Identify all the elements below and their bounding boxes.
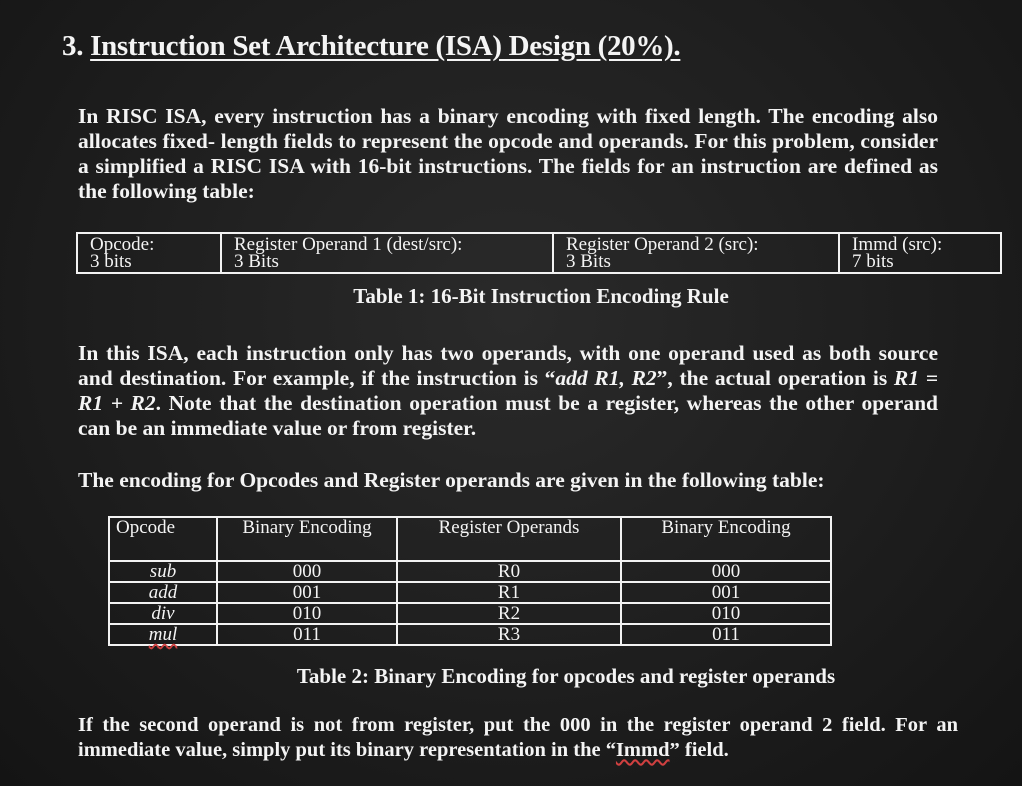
encoding-intro-paragraph: The encoding for Opcodes and Register operands are given in the following table:	[78, 468, 825, 492]
register-binary-cell: 010	[621, 603, 831, 624]
paragraph-text: In this ISA, each instruction only has two operands, with one operand used as both source and destination. For example, if the instruction is “	[78, 341, 938, 390]
register-binary-cell: 000	[621, 561, 831, 582]
register-cell: R0	[397, 561, 621, 582]
example-instruction: add R1, R2	[555, 366, 657, 390]
field-name: Opcode:	[90, 234, 155, 255]
table-row	[109, 624, 831, 645]
field-size: 3 Bits	[234, 251, 279, 272]
opcode-cell: div	[109, 603, 217, 624]
table2-caption: Table 2: Binary Encoding for opcodes and register operands	[296, 664, 836, 688]
paragraph-text: . Note that the destination operation must be a register, whereas the other operand can be an immediate value or from register.	[78, 391, 938, 440]
opcode-binary-cell: 011	[217, 624, 397, 645]
field-cell	[221, 233, 553, 273]
example-operation: R1 = R1 + R2	[78, 366, 938, 415]
paragraph-text: ” field.	[669, 739, 729, 761]
opcode-binary-cell: 001	[217, 582, 397, 603]
opcode-text: mul	[148, 624, 178, 645]
column-header: Opcode	[109, 517, 217, 561]
table1-caption: Table 1: 16-Bit Instruction Encoding Rule	[353, 284, 729, 308]
table-row	[77, 233, 1001, 273]
table-header-row	[109, 517, 831, 561]
register-cell: R2	[397, 603, 621, 624]
field-size: 3 Bits	[566, 251, 611, 272]
register-cell: R1	[397, 582, 621, 603]
paragraph-text: ”, the actual operation is	[656, 366, 894, 390]
opcode-cell: add	[109, 582, 217, 603]
field-cell	[553, 233, 839, 273]
register-binary-cell: 001	[621, 582, 831, 603]
opcode-cell	[109, 624, 217, 645]
field-name: Immd (src):	[852, 234, 943, 255]
field-size: 7 bits	[852, 251, 894, 272]
section-title: Instruction Set Architecture (ISA) Design (20%).	[90, 30, 681, 62]
table-row	[109, 582, 831, 603]
field-name: Register Operand 1 (dest/src):	[234, 234, 463, 255]
operands-paragraph	[78, 341, 938, 441]
immd-term: Immd	[615, 739, 670, 761]
field-cell	[839, 233, 1001, 273]
intro-paragraph: In RISC ISA, every instruction has a binary encoding with fixed length. The encoding also allocates fixed- length fields to represent the opcode and operands. For this problem, consider a simplified a RISC ISA with 16-bit instructions. The fields for an instruction are defined as the following table:	[78, 104, 938, 203]
opcode-cell: sub	[109, 561, 217, 582]
column-header: Binary Encoding	[217, 517, 397, 561]
instruction-format-table	[76, 232, 1002, 274]
encoding-table	[108, 516, 832, 646]
register-cell: R3	[397, 624, 621, 645]
field-cell	[77, 233, 221, 273]
column-header: Binary Encoding	[621, 517, 831, 561]
field-size: 3 bits	[90, 251, 132, 272]
field-name: Register Operand 2 (src):	[566, 234, 759, 255]
table-row	[109, 561, 831, 582]
register-binary-cell: 011	[621, 624, 831, 645]
column-header: Register Operands	[397, 517, 621, 561]
table-row	[109, 603, 831, 624]
immediate-paragraph	[78, 713, 958, 763]
opcode-binary-cell: 010	[217, 603, 397, 624]
opcode-binary-cell: 000	[217, 561, 397, 582]
section-number: 3.	[62, 30, 84, 62]
section-heading	[62, 30, 680, 63]
paragraph-text: If the second operand is not from register, put the 000 in the register operand 2 field. For an immediate value, simply put its binary representation in the “	[78, 714, 958, 761]
